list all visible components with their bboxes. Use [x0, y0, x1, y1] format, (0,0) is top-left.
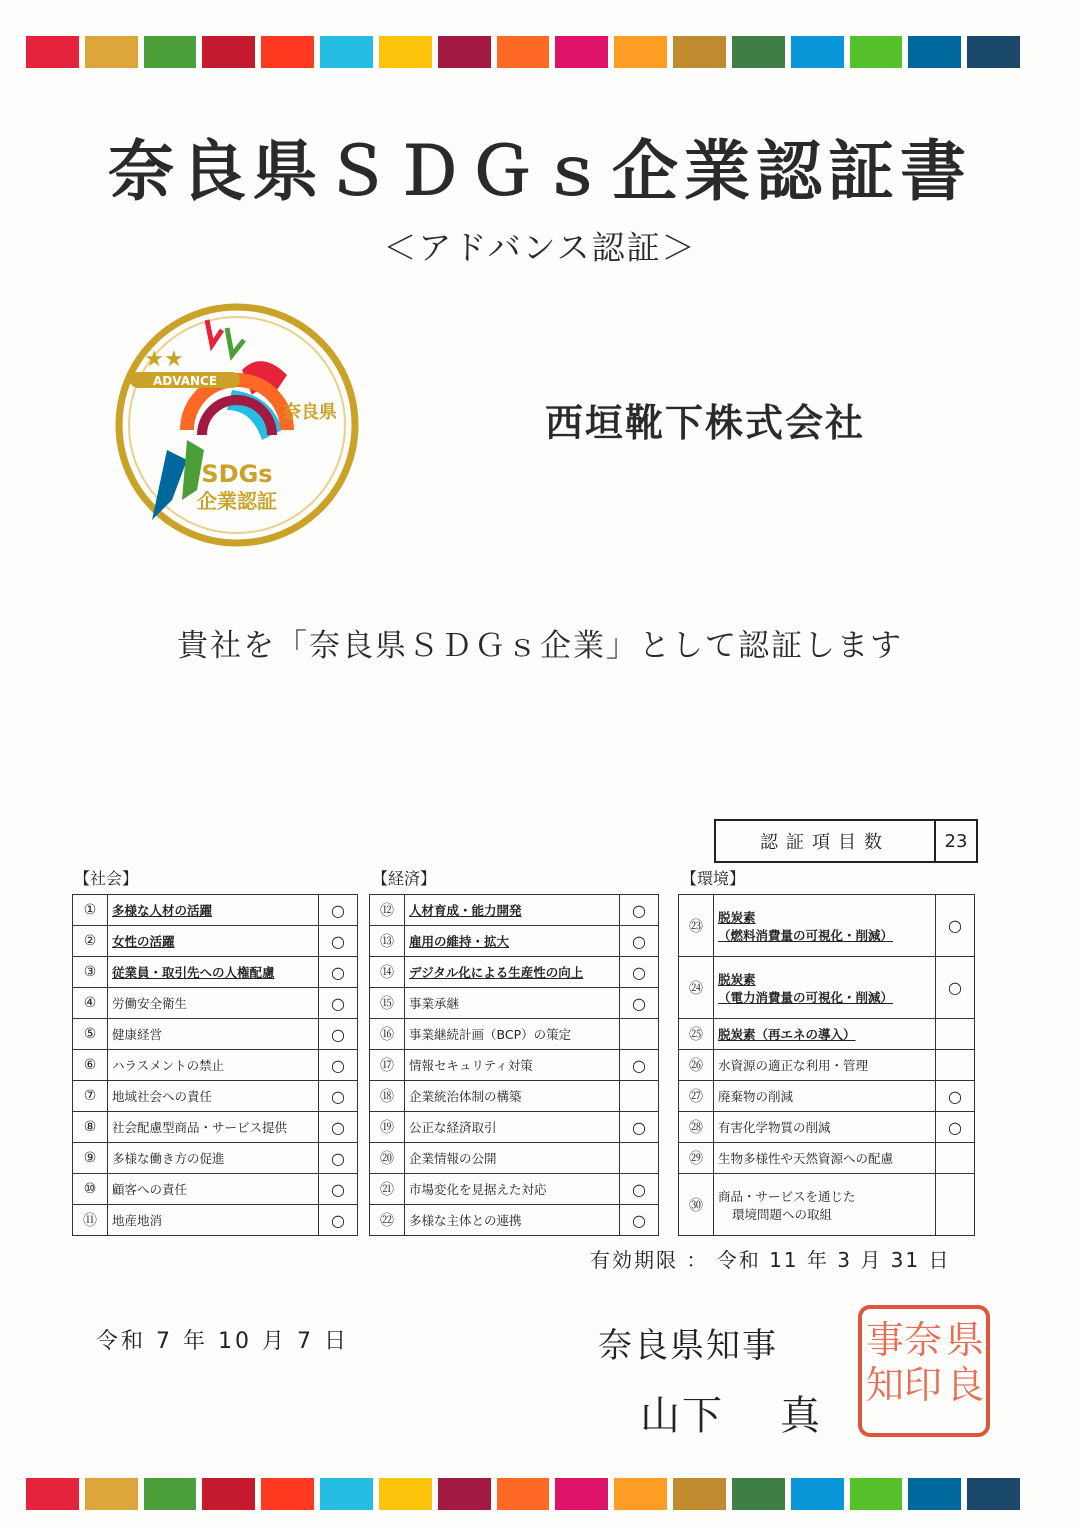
- item-name: [714, 1019, 936, 1050]
- seal-character: 県: [946, 1318, 985, 1362]
- item-name-text: 女性の活躍: [112, 934, 175, 949]
- item-name-text: 多様な人材の活躍: [112, 903, 213, 918]
- item-name-text: 事業承継: [409, 996, 460, 1011]
- item-check-mark: ○: [620, 1050, 659, 1081]
- item-number: ⑱: [370, 1081, 405, 1112]
- item-check-mark: [620, 1143, 659, 1174]
- item-number: ⑧: [73, 1112, 108, 1143]
- item-name-text: ハラスメントの禁止: [112, 1058, 225, 1073]
- item-name-text: 情報セキュリティ対策: [409, 1058, 533, 1073]
- item-name-text: 脱炭素: [718, 909, 756, 925]
- category-environment: 【環境】: [681, 869, 746, 888]
- table-row: [370, 895, 659, 926]
- table-row: [73, 1081, 358, 1112]
- item-check-mark: [936, 1143, 975, 1174]
- item-number: ⑬: [370, 926, 405, 957]
- item-name-text: 水資源の適正な利用・管理: [718, 1058, 869, 1073]
- item-number: ㉔: [679, 957, 714, 1019]
- stripe-color-block: [732, 1478, 785, 1510]
- stripe-color-block: [261, 1478, 314, 1510]
- item-check-mark: ○: [936, 1112, 975, 1143]
- logo-sdgs-text: SDGs: [201, 460, 273, 488]
- svg-text:★★: ★★: [144, 347, 184, 372]
- item-name: [405, 1050, 620, 1081]
- table-row: [73, 926, 358, 957]
- stripe-color-block: [791, 36, 844, 68]
- stripe-color-block: [673, 36, 726, 68]
- item-name: [405, 926, 620, 957]
- item-check-mark: ○: [319, 1205, 358, 1236]
- table-row: [73, 1143, 358, 1174]
- item-number: ㉓: [679, 895, 714, 957]
- item-check-mark: [936, 1174, 975, 1236]
- count-label: 認証項目数: [716, 821, 936, 861]
- item-check-mark: ○: [620, 1205, 659, 1236]
- item-name: [108, 895, 319, 926]
- item-number: ⑥: [73, 1050, 108, 1081]
- category-economy: 【経済】: [372, 869, 437, 888]
- stripe-color-block: [438, 36, 491, 68]
- item-name: [108, 1112, 319, 1143]
- item-check-mark: ○: [319, 1019, 358, 1050]
- item-name: [405, 1081, 620, 1112]
- item-name: [405, 1143, 620, 1174]
- item-check-mark: ○: [319, 988, 358, 1019]
- certification-statement: 貴社を「奈良県ＳＤＧｓ企業」として認証します: [177, 628, 903, 664]
- item-check-mark: ○: [620, 926, 659, 957]
- governor-name: [640, 1384, 822, 1441]
- stripe-color-block: [850, 1478, 903, 1510]
- stripe-color-block: [261, 36, 314, 68]
- company-name: 西垣靴下株式会社: [545, 401, 866, 445]
- item-check-mark: ○: [620, 988, 659, 1019]
- item-check-mark: ○: [319, 957, 358, 988]
- item-number: ⑪: [73, 1205, 108, 1236]
- table-row: [73, 1050, 358, 1081]
- item-name-text: 脱炭素: [718, 971, 756, 987]
- item-name: [714, 1174, 936, 1236]
- item-number: ⑯: [370, 1019, 405, 1050]
- item-name: [405, 988, 620, 1019]
- item-name: [108, 1019, 319, 1050]
- item-name: [405, 1174, 620, 1205]
- stripe-color-block: [497, 36, 550, 68]
- stripe-color-block: [144, 1478, 197, 1510]
- governor-title: 奈良県知事: [598, 1326, 778, 1366]
- category-social: 【社会】: [74, 869, 139, 888]
- item-number: ⑭: [370, 957, 405, 988]
- sdgs-certification-logo: [112, 300, 362, 550]
- certification-count-box: [714, 819, 978, 863]
- stripe-color-block: [967, 36, 1020, 68]
- stripe-color-block: [614, 36, 667, 68]
- item-name-text: 企業情報の公開: [409, 1151, 497, 1166]
- table-row: [370, 1143, 659, 1174]
- item-number: ④: [73, 988, 108, 1019]
- stripe-color-block: [967, 1478, 1020, 1510]
- sdgs-color-stripe-top: [26, 36, 1020, 68]
- stripe-color-block: [26, 36, 79, 68]
- table-row: [370, 1081, 659, 1112]
- item-number: ②: [73, 926, 108, 957]
- stripe-color-block: [379, 1478, 432, 1510]
- item-name-text: 有害化学物質の削減: [718, 1120, 831, 1135]
- item-number: ㉕: [679, 1019, 714, 1050]
- stripe-color-block: [26, 1478, 79, 1510]
- item-check-mark: [620, 1081, 659, 1112]
- table-row: [679, 1050, 975, 1081]
- item-check-mark: ○: [319, 1143, 358, 1174]
- item-name-text: 生物多様性や天然資源への配慮: [718, 1151, 894, 1166]
- item-check-mark: [936, 1050, 975, 1081]
- item-number: ⑮: [370, 988, 405, 1019]
- table-row: [73, 1174, 358, 1205]
- item-name: [714, 1143, 936, 1174]
- item-name: [108, 1050, 319, 1081]
- item-check-mark: ○: [319, 1081, 358, 1112]
- item-name-text: 企業統治体制の構築: [409, 1089, 522, 1104]
- item-name: [714, 1112, 936, 1143]
- item-name: [405, 895, 620, 926]
- logo-advance-text: ADVANCE: [152, 374, 218, 388]
- item-check-mark: ○: [620, 1112, 659, 1143]
- stripe-color-block: [379, 36, 432, 68]
- table-row: [73, 957, 358, 988]
- table-row: [370, 1019, 659, 1050]
- item-number: ㉑: [370, 1174, 405, 1205]
- stripe-color-block: [144, 36, 197, 68]
- item-name: [405, 1112, 620, 1143]
- item-name: [108, 1143, 319, 1174]
- validity-period: 有効期限 ： 令和 11 年 3 月 31 日: [590, 1248, 951, 1272]
- stripe-color-block: [555, 36, 608, 68]
- item-name-text: 地産地消: [112, 1213, 163, 1228]
- stripe-color-block: [908, 36, 961, 68]
- item-number: ㉘: [679, 1112, 714, 1143]
- item-number: ⑦: [73, 1081, 108, 1112]
- table-row: [370, 1205, 659, 1236]
- item-name: [714, 1050, 936, 1081]
- table-row: [370, 1050, 659, 1081]
- item-name: [108, 988, 319, 1019]
- seal-character: 良: [946, 1363, 985, 1407]
- stripe-color-block: [202, 1478, 255, 1510]
- table-row: [73, 1112, 358, 1143]
- stripe-color-block: [320, 1478, 373, 1510]
- table-row: [679, 1143, 975, 1174]
- table-row: [679, 1019, 975, 1050]
- table-row: [679, 1174, 975, 1236]
- item-name-text: 脱炭素（再エネの導入）: [718, 1027, 856, 1042]
- item-number: ㉒: [370, 1205, 405, 1236]
- table-row: [679, 895, 975, 957]
- issue-date: 令和 7 年 10 月 7 日: [96, 1329, 349, 1354]
- item-number: ③: [73, 957, 108, 988]
- sdgs-color-stripe-bottom: [26, 1478, 1020, 1510]
- item-check-mark: ○: [936, 895, 975, 957]
- item-name: [108, 1174, 319, 1205]
- social-items-table: [72, 894, 358, 1236]
- seal-character: 事: [866, 1318, 905, 1362]
- item-check-mark: [936, 1019, 975, 1050]
- item-check-mark: ○: [319, 1174, 358, 1205]
- item-name-text: 人材育成・能力開発: [409, 903, 522, 918]
- stripe-color-block: [614, 1478, 667, 1510]
- item-number: ㉙: [679, 1143, 714, 1174]
- item-name: [714, 1081, 936, 1112]
- item-name-text: 社会配慮型商品・サービス提供: [112, 1120, 288, 1135]
- table-row: [73, 988, 358, 1019]
- item-name-text: 市場変化を見据えた対応: [409, 1182, 547, 1197]
- item-name-text: 地域社会への責任: [112, 1089, 213, 1104]
- item-name: [108, 1081, 319, 1112]
- item-check-mark: ○: [620, 1174, 659, 1205]
- logo-certification-text: 企業認証: [197, 489, 277, 513]
- stripe-color-block: [85, 1478, 138, 1510]
- item-name-text: 労働安全衛生: [112, 996, 188, 1011]
- item-name-text: 健康経営: [112, 1027, 163, 1042]
- stripe-color-block: [850, 36, 903, 68]
- item-number: ⑰: [370, 1050, 405, 1081]
- logo-prefecture-text: 奈良県: [283, 402, 337, 423]
- item-name-text: 多様な主体との連携: [409, 1213, 522, 1228]
- table-row: [73, 1019, 358, 1050]
- stripe-color-block: [673, 1478, 726, 1510]
- item-check-mark: ○: [319, 895, 358, 926]
- item-name-text: 事業継続計画（BCP）の策定: [409, 1027, 572, 1042]
- table-row: [73, 895, 358, 926]
- certificate-title: 奈良県ＳＤＧｓ企業認証書: [108, 133, 972, 210]
- item-number: ⑨: [73, 1143, 108, 1174]
- item-number: ⑤: [73, 1019, 108, 1050]
- item-name-text: 廃棄物の削減: [718, 1089, 794, 1104]
- certificate-subtitle: ＜アドバンス認証＞: [383, 228, 697, 267]
- table-row: [73, 1205, 358, 1236]
- item-name: [714, 957, 936, 1019]
- item-number: ㉖: [679, 1050, 714, 1081]
- stripe-color-block: [555, 1478, 608, 1510]
- economy-items-table: [369, 894, 659, 1236]
- stripe-color-block: [85, 36, 138, 68]
- table-row: [679, 1112, 975, 1143]
- table-row: [370, 988, 659, 1019]
- stripe-color-block: [732, 36, 785, 68]
- table-row: [370, 957, 659, 988]
- item-check-mark: ○: [936, 957, 975, 1019]
- stripe-color-block: [791, 1478, 844, 1510]
- item-name-text: デジタル化による生産性の向上: [409, 965, 584, 980]
- item-name-text: 顧客への責任: [112, 1182, 188, 1197]
- stripe-color-block: [438, 1478, 491, 1510]
- item-name: [714, 895, 936, 957]
- item-name: [405, 957, 620, 988]
- governor-given-name: 真: [780, 1393, 822, 1439]
- seal-character: 印: [904, 1363, 943, 1407]
- stripe-color-block: [497, 1478, 550, 1510]
- item-number: ㉚: [679, 1174, 714, 1236]
- item-number: ㉗: [679, 1081, 714, 1112]
- stripe-color-block: [320, 36, 373, 68]
- item-name: [108, 1205, 319, 1236]
- table-row: [370, 1112, 659, 1143]
- table-row: [679, 1081, 975, 1112]
- item-check-mark: ○: [620, 957, 659, 988]
- item-check-mark: ○: [319, 1112, 358, 1143]
- item-name-text: 雇用の維持・拡大: [409, 934, 510, 949]
- item-check-mark: ○: [620, 895, 659, 926]
- item-number: ⑫: [370, 895, 405, 926]
- item-check-mark: [620, 1019, 659, 1050]
- item-check-mark: ○: [936, 1081, 975, 1112]
- stripe-color-block: [908, 1478, 961, 1510]
- item-name: [108, 957, 319, 988]
- item-name-text: 商品・サービスを通じた: [718, 1188, 856, 1204]
- seal-character: 奈: [904, 1318, 943, 1362]
- item-name-text-line2: （燃料消費量の可視化・削減）: [718, 927, 894, 943]
- item-name-text-line2: （電力消費量の可視化・削減）: [718, 989, 894, 1005]
- stripe-color-block: [202, 36, 255, 68]
- item-number: ⑩: [73, 1174, 108, 1205]
- item-name-text: 公正な経済取引: [409, 1120, 497, 1135]
- item-number: ⑳: [370, 1143, 405, 1174]
- official-seal: [856, 1303, 992, 1439]
- item-name-text-line2: 環境問題への取組: [732, 1206, 833, 1222]
- item-name: [405, 1019, 620, 1050]
- table-row: [370, 1174, 659, 1205]
- seal-character: 知: [866, 1363, 905, 1407]
- item-number: ①: [73, 895, 108, 926]
- table-row: [370, 926, 659, 957]
- item-name: [108, 926, 319, 957]
- governor-family-name: 山下: [640, 1393, 724, 1439]
- item-check-mark: ○: [319, 1050, 358, 1081]
- count-value: 23: [944, 830, 968, 852]
- environment-items-table: [678, 894, 975, 1236]
- table-row: [679, 957, 975, 1019]
- item-name-text: 従業員・取引先への人権配慮: [112, 965, 275, 980]
- item-check-mark: ○: [319, 926, 358, 957]
- item-name: [405, 1205, 620, 1236]
- item-number: ⑲: [370, 1112, 405, 1143]
- item-name-text: 多様な働き方の促進: [112, 1151, 225, 1166]
